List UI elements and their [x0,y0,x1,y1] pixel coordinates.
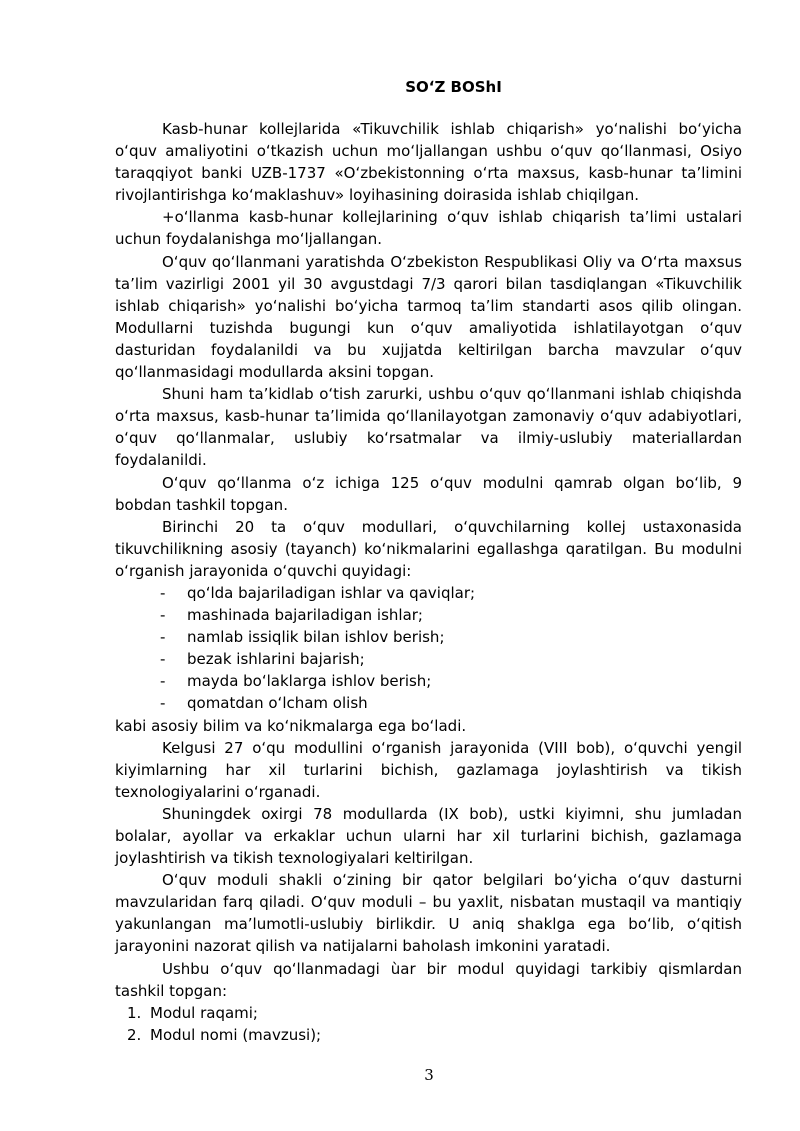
page-number: 3 [424,1066,434,1084]
list-item-text: namlab issiqlik bilan ishlov berish; [187,628,445,647]
list-item [115,670,742,692]
list-item [115,582,742,604]
paragraph: Shuningdek oxirgi 78 modullarda (IX bob), ustki kiyimni, shu jumladan bolalar, ayollar va erkaklar uchun ularni har xil turlarini bichish, gazlamaga joylashtirish va tikish texnologiyalari keltirilgan. [115,804,742,868]
paragraph: kabi asosiy bilim va koʻnikmalarga ega boʻladi. [115,716,467,735]
paragraph: Shuni ham taʼkidlab oʻtish zarurki, ushbu oʻquv qoʻllanmani ishlab chiqishda oʻrta maxsus, kasb-hunar taʼlimida qoʻllanilayotgan zamonaviy oʻquv adabiyotlari, oʻquv qoʻllanmalar, uslubiy koʻrsatmalar va ilmiy-uslubiy materiallardan foydalanildi. [115,385,742,470]
paragraph: +oʻllanma kasb-hunar kollejlarining oʻquv ishlab chiqarish taʼlimi ustalari uchun foydalanishga moʻljallangan. [115,208,742,249]
list-item-text: Modul nomi (mavzusi); [150,1025,322,1044]
components-list [115,1002,742,1046]
list-item [115,626,742,648]
list-number: 1. [127,1003,142,1022]
list-item [115,1024,742,1046]
list-item-text: Modul raqami; [150,1003,258,1022]
paragraph: Birinchi 20 ta oʻquv modullari, oʻquvchilarning kollej ustaxonasida tikuvchilikning asosiy (tayanch) koʻnikmalarini egallashga qaratilgan. Bu modulni oʻrganish jarayonida oʻquvchi quyidagi: [115,517,742,580]
list-item-text: mayda boʻlaklarga ishlov berish; [187,672,432,691]
list-dash: - [160,672,166,691]
list-item [115,1002,742,1024]
list-item-text: mashinada bajariladigan ishlar; [187,606,423,625]
paragraph: Oʻquv moduli shakli oʻzining bir qator belgilari boʻyicha oʻquv dasturni mavzularidan farq qiladi. Oʻquv moduli – bu yaxlit, nisbatan mustaqil va mantiqiy yakunlangan maʼlumotli-uslubiy birlikdir. U aniq shaklga ega boʻlib, oʻqitish jarayonini nazorat qilish va natijalarni baholash imkonini yaratadi. [115,871,742,956]
list-dash: - [160,606,166,625]
list-item-text: qoʻlda bajariladigan ishlar va qaviqlar; [187,583,476,602]
list-number: 2. [127,1025,142,1044]
document-page [115,76,742,1046]
paragraph: Oʻquv qoʻllanma oʻz ichiga 125 oʻquv modulni qamrab olgan boʻlib, 9 bobdan tashkil topgan. [115,473,742,514]
list-item [115,692,742,714]
list-item-text: bezak ishlarini bajarish; [187,650,365,669]
list-dash: - [160,628,166,647]
list-item [115,604,742,626]
skills-list [115,582,742,715]
page-title: SOʻZ BOShI [405,78,502,96]
list-item [115,648,742,670]
paragraph: Oʻquv qoʻllanmani yaratishda Oʻzbekiston Respublikasi Oliy va Oʻrta maxsus taʼlim vazirligi 2001 yil 30 avgustdagi 7/3 qarori bilan tasdiqlangan «Tikuvchilik ishlab chiqarish» yoʻnalishi boʻyicha tarmoq taʼlim standarti asos qilib olingan. Modullarni tuzishda bugungi kun oʻquv amaliyotida ishlatilayotgan oʻquv dasturidan foydalanildi va bu xujjatda keltirilgan barcha mavzular oʻquv qoʻllanmasidagi modullarda aksini topgan. [115,252,742,382]
list-dash: - [160,650,166,669]
paragraph: Kelgusi 27 oʻqu modullini oʻrganish jarayonida (VIII bob), oʻquvchi yengil kiyimlarning har xil turlarini bichish, gazlamaga joylashtirish va tikish texnologiyalarini oʻrganadi. [115,738,742,801]
paragraph: Kasb-hunar kollejlarida «Tikuvchilik ishlab chiqarish» yoʻnalishi boʻyicha oʻquv amaliyotini oʻtkazish uchun moʻljallangan ushbu oʻquv qoʻllanmasi, Osiyo taraqqiyot banki UZB-1737 «Oʻzbekistonning oʻrta maxsus, kasb-hunar taʼlimini rivojlantirishga koʻmaklashuv» loyihasining doirasida ishlab chiqilgan. [115,120,742,205]
paragraph: Ushbu oʻquv qoʻllanmadagi ùar bir modul quyidagi tarkibiy qismlardan tashkil topgan: [115,959,742,1000]
list-item-text: qomatdan oʻlcham olish [187,694,368,713]
list-dash: - [160,583,166,602]
list-dash: - [160,694,166,713]
